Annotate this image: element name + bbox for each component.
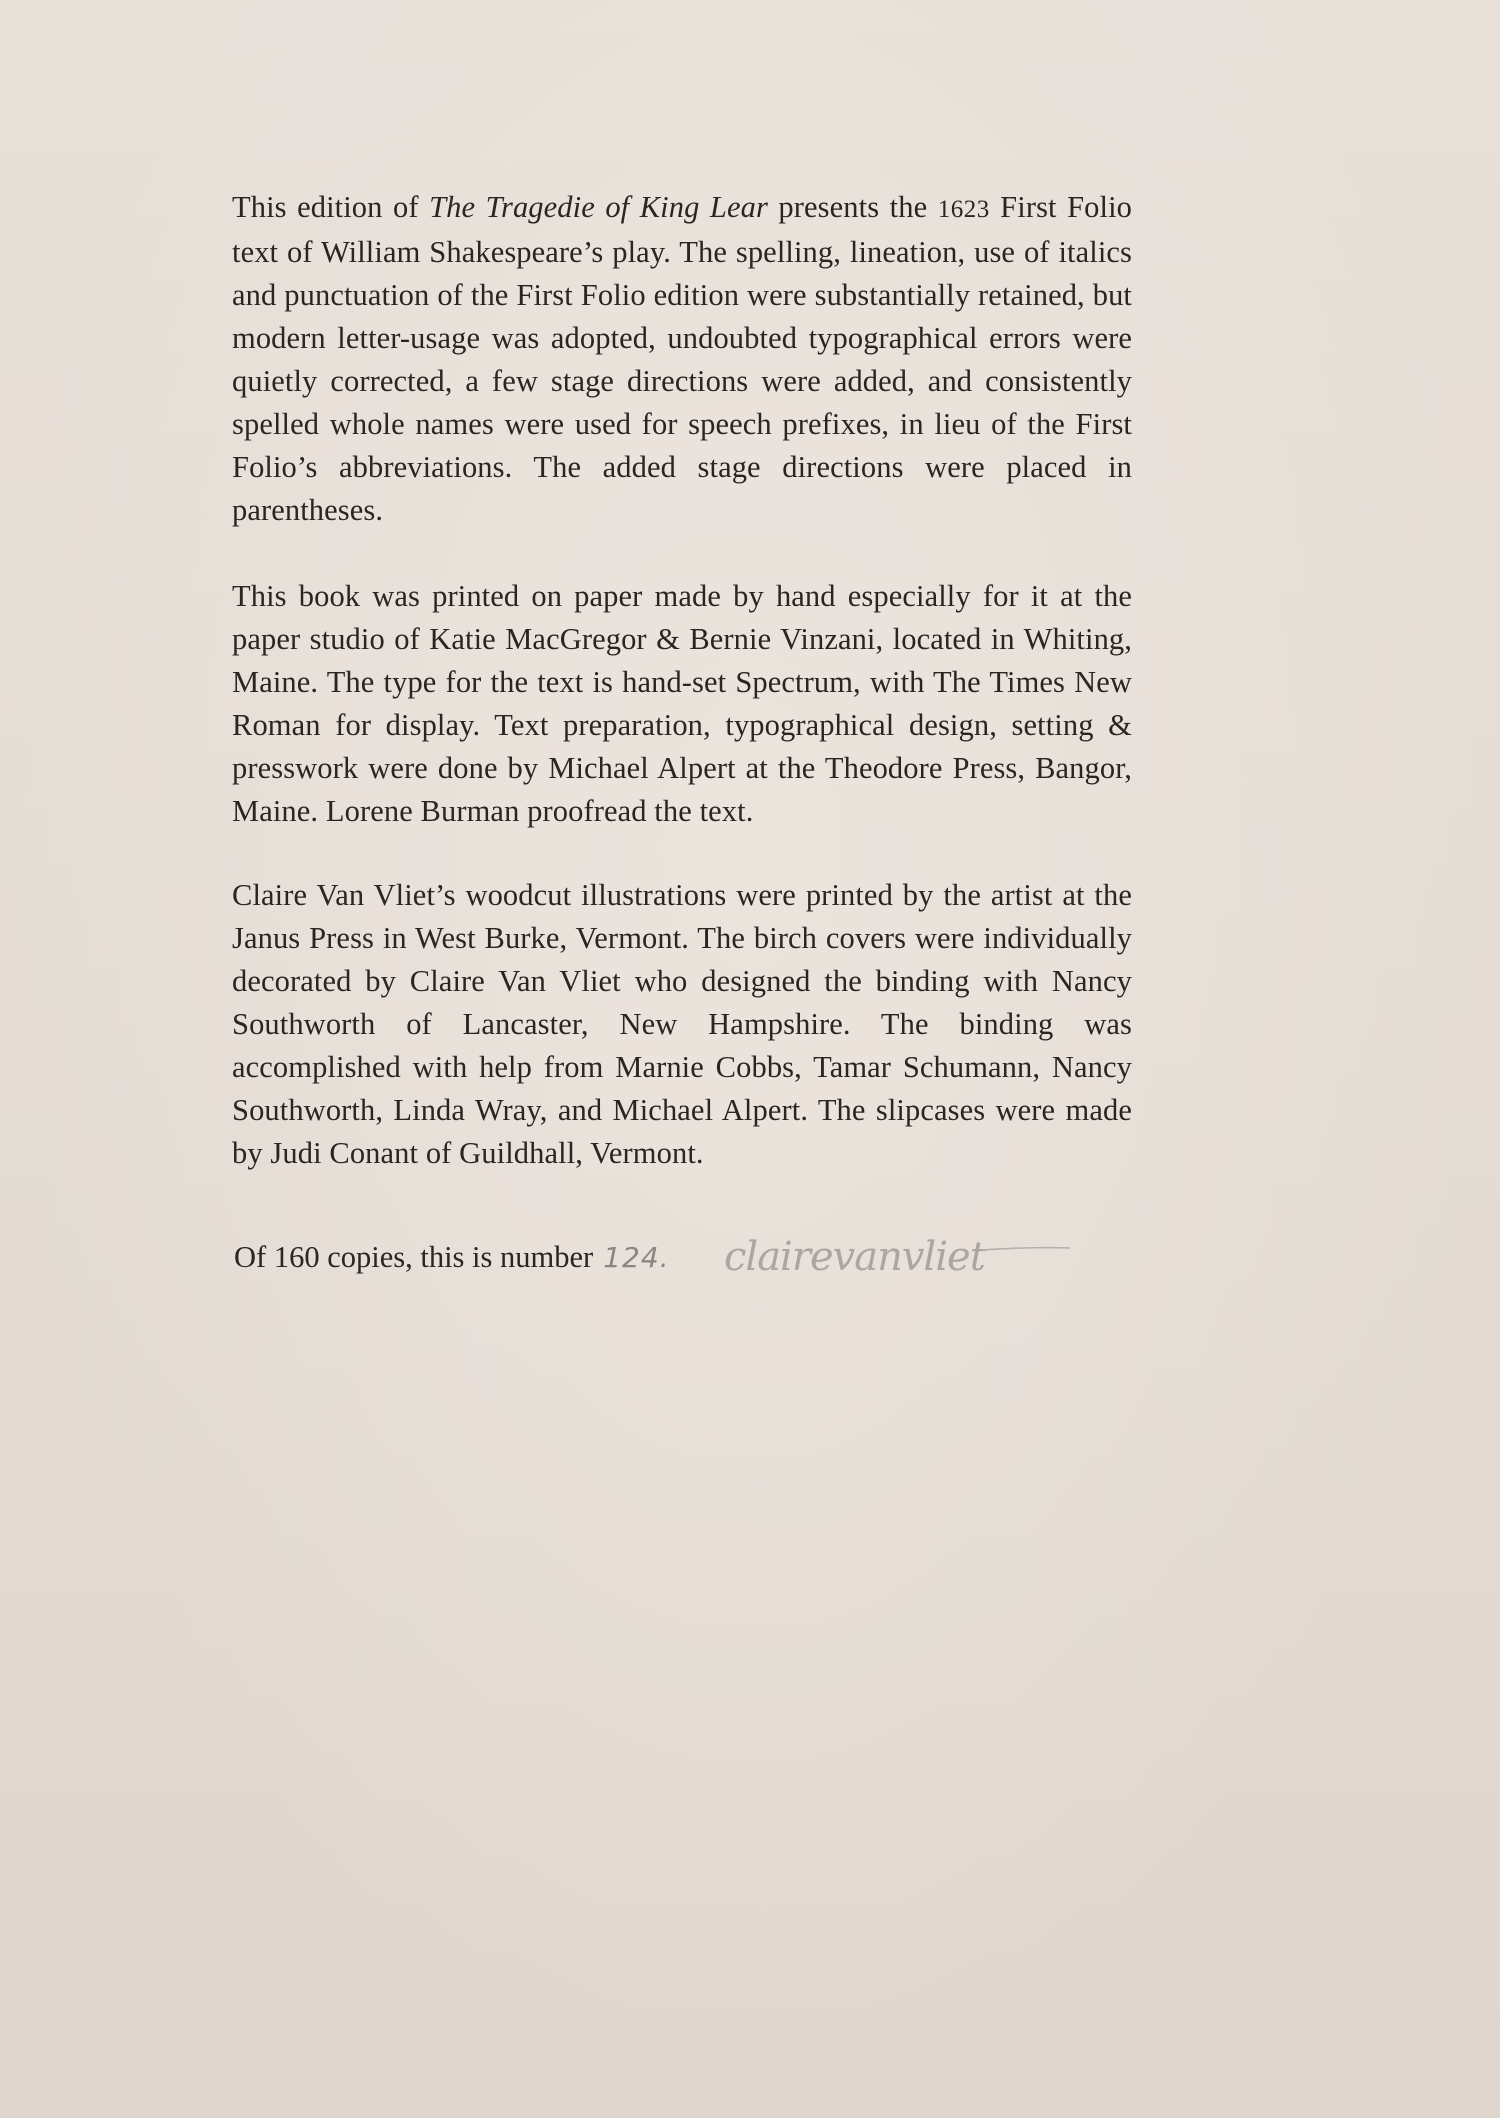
colophon-paragraph-edition: This edition of The Tragedie of King Lear presents the 1623 First Folio text of William Shakespeare’s play. The spelling, lineation, use of italics and punctuation of the First Folio edition were substantially retained, but modern letter-usage was adopted, undoubted typographical errors were quietly corrected, a few stage directions were added, and consistently spelled whole names were used for speech prefixes, in lieu of the First Folio’s abbreviations. The added stage directions were placed in parentheses.	[232, 190, 1133, 527]
handwritten-copy-number: 124.	[603, 1241, 670, 1274]
colophon-paragraph-illustrations: Claire Van Vliet’s woodcut illustrations were printed by the artist at the Janus Press in West Burke, Vermont. The birch covers were individually decorated by Claire Van Vliet who designed the binding with Nancy Southworth of Lancaster, New Hampshire. The binding was accomplished with help from Marnie Cobbs, Tamar Schumann, Nancy Southworth, Linda Wray, and Michael Alpert. The slipcases were made by Judi Conant of Guildhall, Vermont.	[232, 878, 1132, 1170]
artist-signature	[722, 1228, 1072, 1288]
play-title: The Tragedie of King Lear	[429, 190, 768, 224]
copy-count: 160	[273, 1240, 320, 1274]
signature-text: clairevanvliet	[724, 1234, 985, 1280]
colophon-paragraph-printing: This book was printed on paper made by hand especially for it at the paper studio of Katie MacGregor & Bernie Vinzani, located in Whiting, Maine. The type for the text is hand-set Spectrum, with The Times New Roman for display. Text preparation, typographical design, setting & presswork were done by Michael Alpert at the Theodore Press, Bangor, Maine. Lorene Burman proofread the text.	[232, 579, 1132, 828]
colophon-text	[232, 186, 1132, 1218]
limitation-statement: Of 160 copies, this is number 124.	[234, 1240, 670, 1274]
signature-flourish	[982, 1248, 1070, 1250]
folio-year: 1623	[937, 196, 990, 223]
